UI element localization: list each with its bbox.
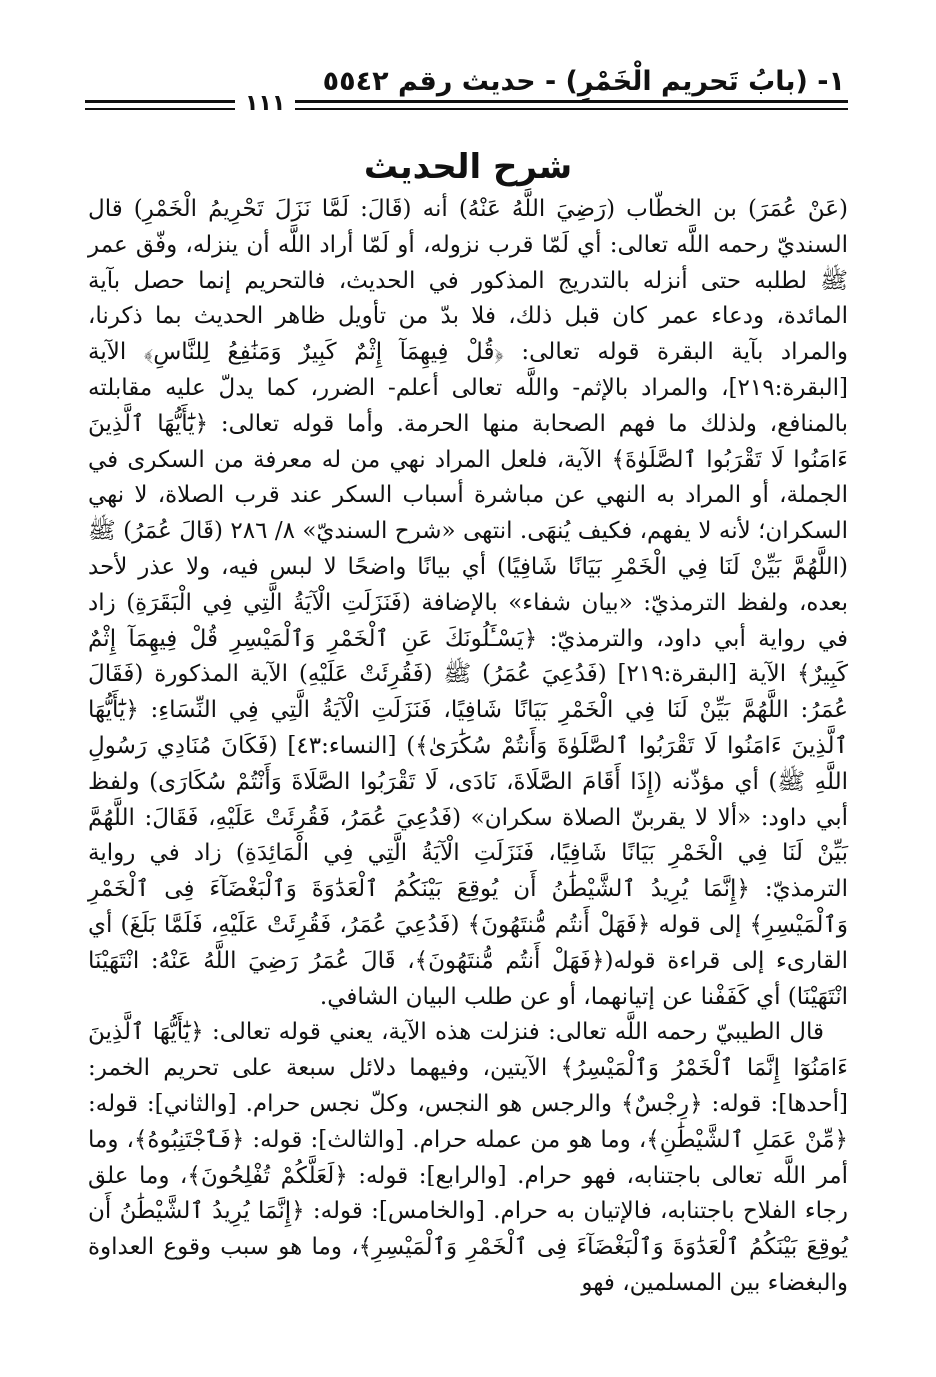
- header-rule: [85, 91, 848, 120]
- header-rule-top-line: [85, 100, 848, 103]
- section-title: شرح الحديث: [363, 147, 573, 187]
- commentary-paragraph: قال الطيبيّ رحمه اللَّه تعالى: فنزلت هذه الآية، يعني قوله تعالى: ﴿يَٰٓأَيُّهَا ٱلَّذِينَ ءَامَنُوٓا إِنَّمَا ٱلْخَمْرُ وَٱلْمَيْسِرُ﴾ الآيتين، وفيهما دلائل سبعة على تحريم الخمر: [أحدها]: قوله: ﴿رِجْسٌ﴾ والرجس هو النجس، وكلّ نجس حرام. [والثاني]: قوله: ﴿مِّنْ عَمَلِ ٱلشَّيْطَٰنِ﴾، وما هو من عمله حرام. [والثالث]: قوله: ﴿فَٱجْتَنِبُوهُ﴾، وما أمر اللَّه تعالى باجتنابه، فهو حرام. [والرابع]: قوله: ﴿لَعَلَّكُمْ تُفْلِحُونَ﴾، وما علق رجاء الفلاح باجتنابه، فالإتيان به حرام. [والخامس]: قوله: ﴿إِنَّمَا يُرِيدُ ٱلشَّيْطَٰنُ أَن يُوقِعَ بَيْنَكُمُ ٱلْعَدَٰوَةَ وَٱلْبَغْضَآءَ فِى ٱلْخَمْرِ وَٱلْمَيْسِرِ﴾، وما هو سبب وقوع العداوة والبغضاء بين المسلمين، فهو: [88, 1019, 848, 1296]
- commentary-body: [88, 192, 848, 1302]
- running-head: ١- (بابُ تَحريم الْخَمْرِ) - حديث رقم ٥٥٤٢: [322, 66, 845, 97]
- page-number: ١١١: [235, 89, 295, 119]
- header-rule-bottom-line: [85, 108, 848, 110]
- commentary-paragraph: (عَنْ عُمَرَ) بن الخطّاب (رَضِيَ اللَّهُ عَنْهُ) أنه (قَالَ: لَمَّا نَزَلَ تَحْرِيمُ الْخَمْرِ) قال السنديّ رحمه اللَّه تعالى: أي لَمّا قرب نزوله، أو لَمّا أراد اللَّه أن ينزله، وفّق عمر ﷺ لطلبه حتى أنزله بالتدريج المذكور في الحديث، فالتحريم إنما حصل بآية المائدة، ودعاء عمر كان قبل ذلك، فلا بدّ من تأويل ظاهر الحديث بما ذكرنا، والمراد بآية البقرة قوله تعالى: ﴿قُلْ فِيهِمَآ إِثْمٌ كَبِيرٌ وَمَنَٰفِعُ لِلنَّاسِ﴾ الآية [البقرة:٢١٩]، والمراد بالإثم- واللَّه تعالى أعلم- الضرر، كما يدلّ عليه مقابلته بالمنافع، ولذلك ما فهم الصحابة منها الحرمة. وأما قوله تعالى: ﴿يَٰٓأَيُّهَا ٱلَّذِينَ ءَامَنُوا لَا تَقْرَبُوا ٱلصَّلَوٰةَ﴾ الآية، فلعل المراد نهي من له معرفة من السكرى في الجملة، أو المراد به النهي عن مباشرة أسباب السكر عند قرب الصلاة، لا نهي السكران؛ لأنه لا يفهم، فكيف يُنهَى. انتهى «شرح السنديّ» ٨/ ٢٨٦ (قَالَ عُمَرُ) ﷺ (اللَّهُمَّ بَيِّنْ لَنَا فِي الْخَمْرِ بَيَانًا شَافِيًا) أي بيانًا واضحًا لا لبس فيه، ولا عذر لأحد بعده، ولفظ الترمذيّ: «بيان شفاء» بالإضافة (فَنَزَلَتِ الْآيَةُ الَّتِي فِي الْبَقَرَةِ) زاد في رواية أبي داود، والترمذيّ: ﴿يَسْـَٔلُونَكَ عَنِ ٱلْخَمْرِ وَٱلْمَيْسِرِ قُلْ فِيهِمَآ إِثْمٌ كَبِيرٌ﴾ الآية [البقرة:٢١٩] (فَدُعِيَ عُمَرُ) ﷺ (فَقُرِئَتْ عَلَيْهِ) الآية المذكورة (فَقَالَ عُمَرُ: اللَّهُمَّ بَيِّنْ لَنَا فِي الْخَمْرِ بَيَانًا شَافِيًا، فَنَزَلَتِ الْآيَةُ الَّتِي فِي النِّسَاءِ: ﴿يَٰٓأَيُّهَا ٱلَّذِينَ ءَامَنُوا لَا تَقْرَبُوا ٱلصَّلَوٰةَ وَأَنتُمْ سُكَٰرَىٰ﴾) [النساء:٤٣] (فَكَانَ مُنَادِي رَسُولِ اللَّهِ ﷺ) أي مؤذّنه (إِذَا أَقَامَ الصَّلَاةَ، نَادَى، لَا تَقْرَبُوا الصَّلَاةَ وَأَنْتُمْ سُكَارَى) ولفظ أبي داود: «ألا لا يقربنّ الصلاة سكران» (فَدُعِيَ عُمَرُ، فَقُرِئَتْ عَلَيْهِ، فَقَالَ: اللَّهُمَّ بَيِّنْ لَنَا فِي الْخَمْرِ بَيَانًا شَافِيًا، فَنَزَلَتِ الْآيَةُ الَّتِي فِي الْمَائِدَةِ) زاد في رواية الترمذيّ: ﴿إِنَّمَا يُرِيدُ ٱلشَّيْطَٰنُ أَن يُوقِعَ بَيْنَكُمُ ٱلْعَدَٰوَةَ وَٱلْبَغْضَآءَ فِى ٱلْخَمْرِ وَٱلْمَيْسِرِ﴾ إلى قوله ﴿فَهَلْ أَنتُم مُّنتَهُونَ﴾ (فَدُعِيَ عُمَرُ، فَقُرِئَتْ عَلَيْهِ، فَلَمَّا بَلَغَ) أي القارىء إلى قراءة قوله(﴿فَهَلْ أَنتُم مُّنتَهُونَ﴾، قَالَ عُمَرُ رَضِيَ اللَّهُ عَنْهُ: انْتَهَيْنَا انْتَهَيْنَا) أي كَفَفْنا عن إتيانهما، أو عن طلب البيان الشافي.: [88, 196, 849, 1010]
